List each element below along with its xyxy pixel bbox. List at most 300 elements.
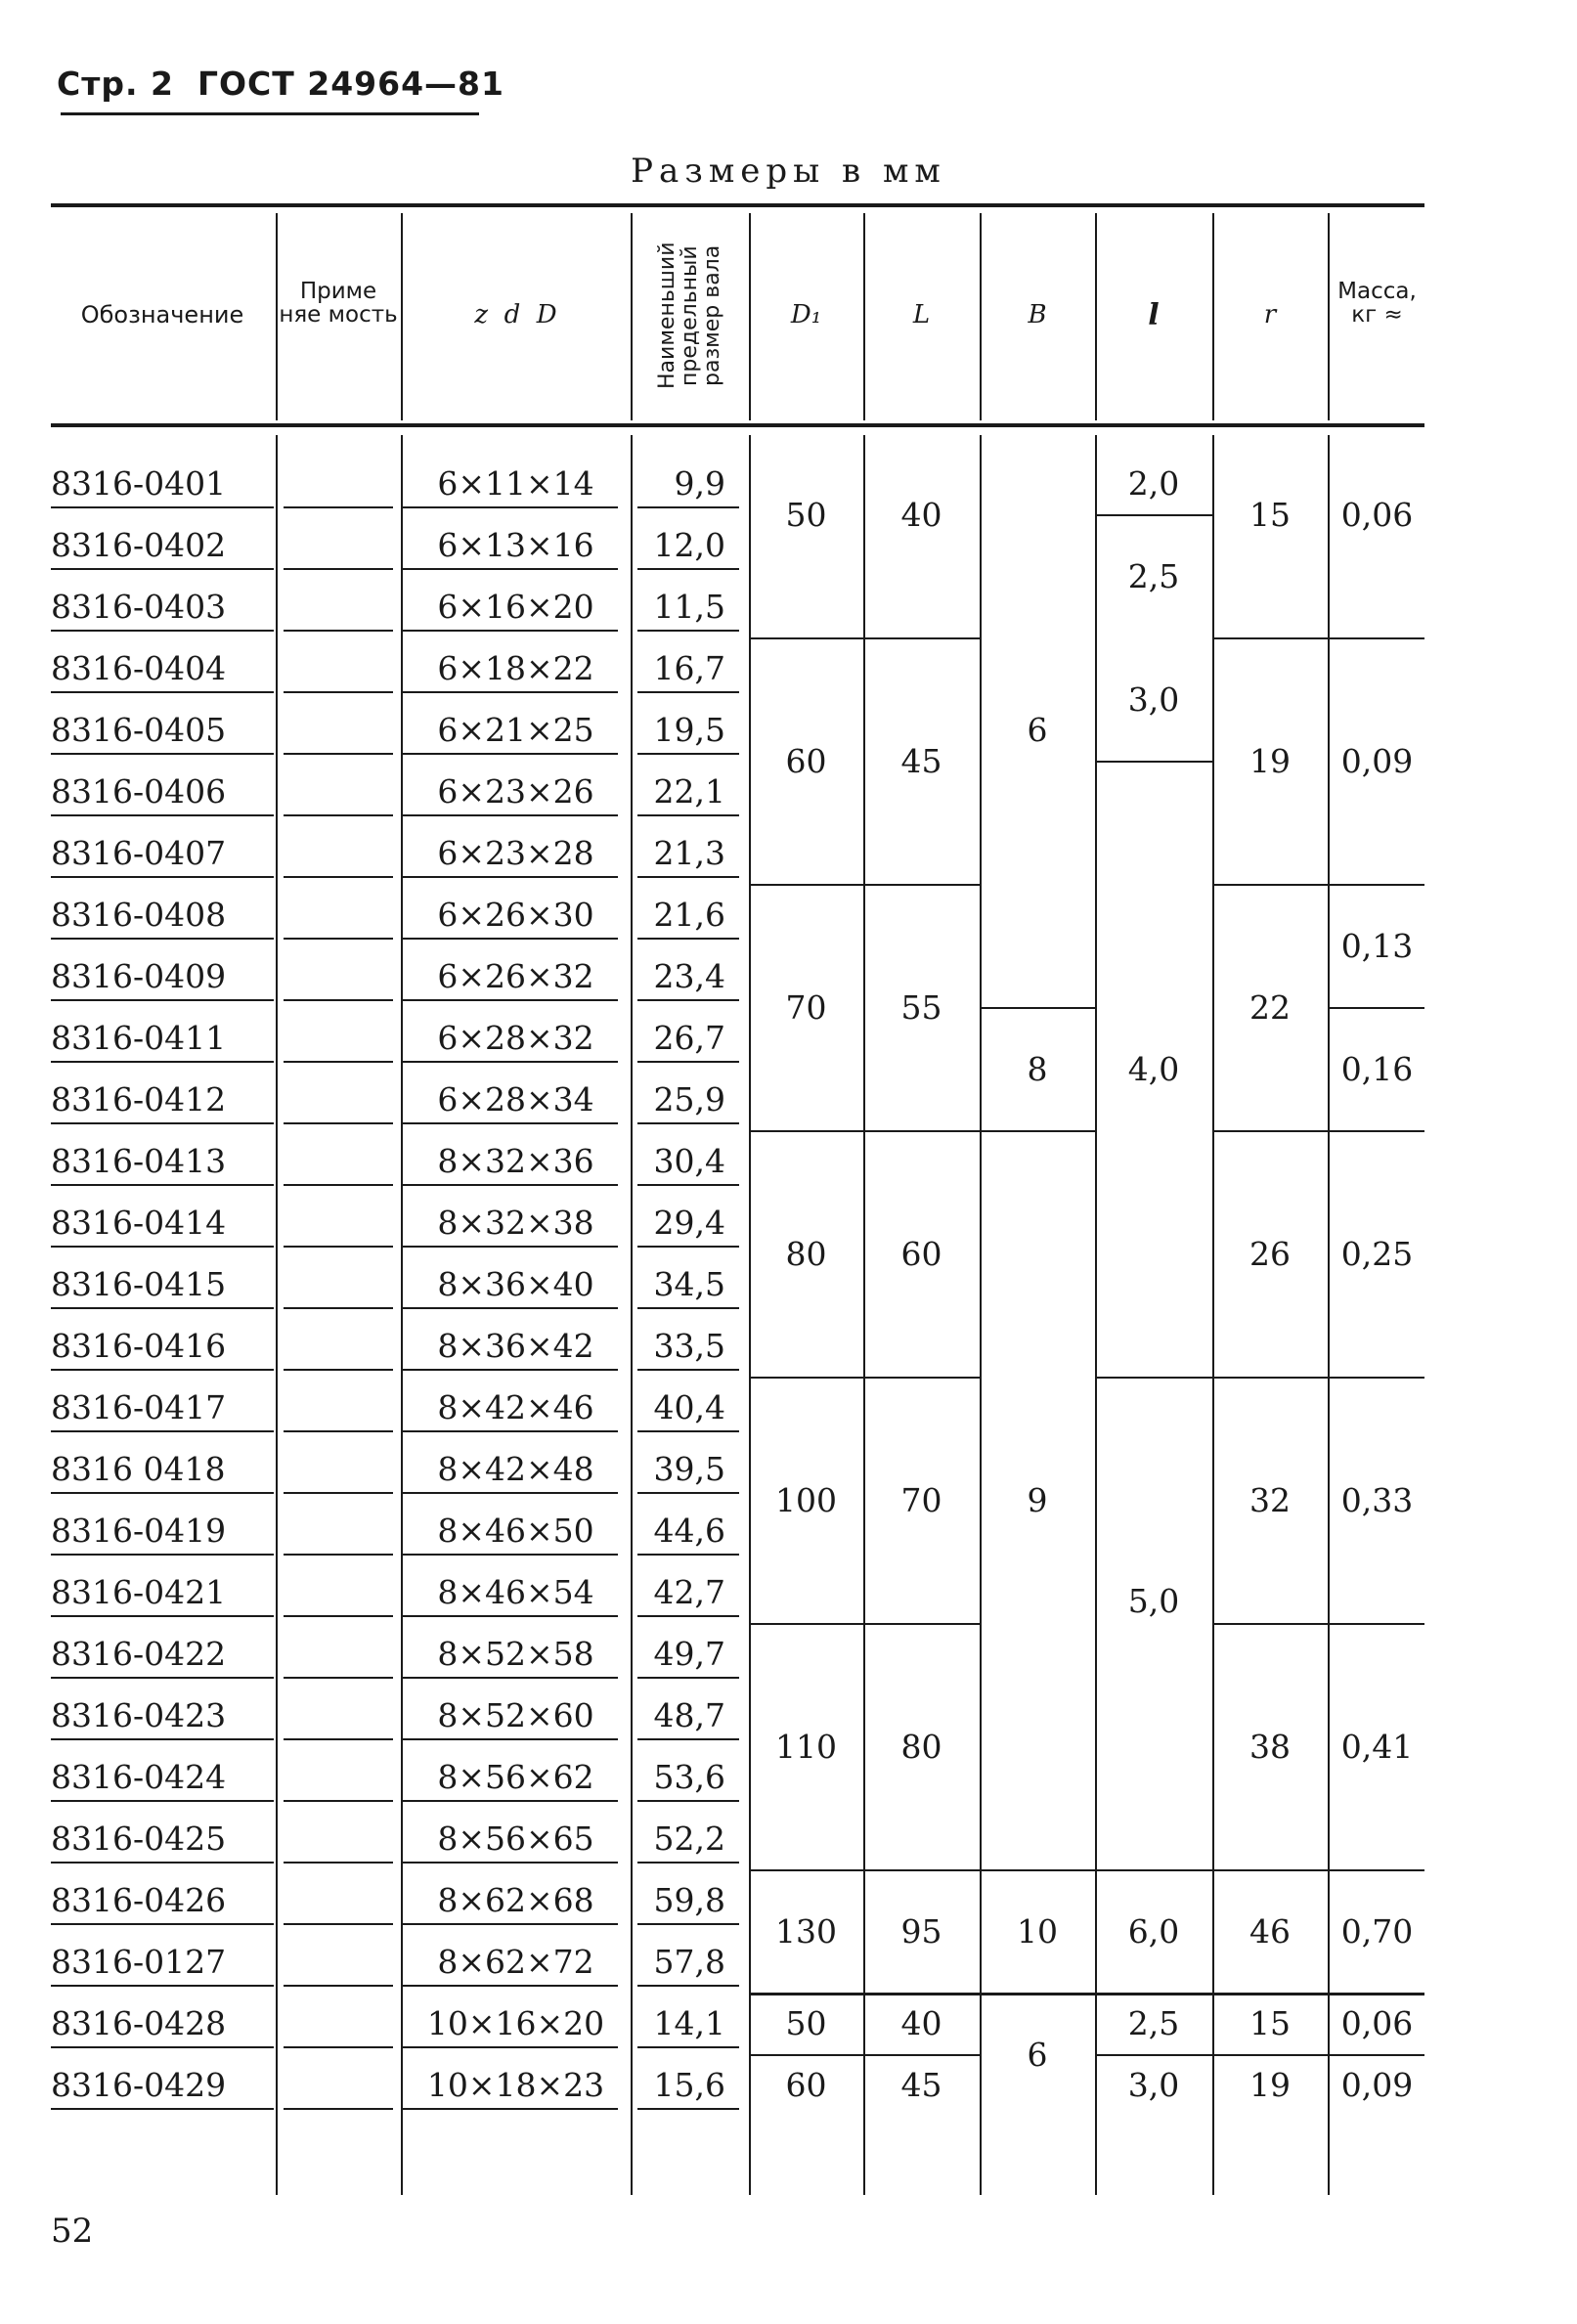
l-small-value: 4,0 <box>1127 1049 1180 1088</box>
row-underline <box>284 1985 393 1987</box>
min-shaft-cell: 39,5 <box>653 1450 725 1488</box>
designation-cell: 8316-0127 <box>51 1943 227 1981</box>
row-underline <box>51 1862 274 1864</box>
row-underline <box>403 1122 618 1124</box>
d1-value: 50 <box>785 495 827 534</box>
row-underline <box>51 753 274 755</box>
group-divider <box>1214 2054 1328 2056</box>
group-divider <box>1214 637 1328 639</box>
group-divider <box>751 1377 863 1379</box>
row-underline <box>403 1923 618 1925</box>
row-underline <box>403 1554 618 1556</box>
group-divider <box>1214 1993 1328 1995</box>
l-small-value: 2,5 <box>1127 556 1180 595</box>
zdD-cell: 6×11×14 <box>437 464 594 503</box>
min-shaft-cell: 34,5 <box>653 1265 725 1303</box>
zdD-cell: 8×32×38 <box>437 1204 594 1242</box>
group-divider <box>982 1869 1095 1871</box>
page-header <box>57 65 528 103</box>
min-shaft-cell: 26,7 <box>653 1019 725 1057</box>
row-underline <box>637 1985 739 1987</box>
header-L: L <box>912 299 931 329</box>
row-underline <box>51 1677 274 1679</box>
row-underline <box>51 630 274 632</box>
d1-value: 70 <box>785 987 827 1027</box>
header-applicability: Приме няе мость <box>279 278 398 328</box>
row-underline <box>51 2108 274 2110</box>
row-underline <box>284 1369 393 1371</box>
min-shaft-cell: 59,8 <box>653 1881 725 1919</box>
row-underline <box>637 1800 739 1802</box>
min-shaft-cell: 9,9 <box>674 464 725 503</box>
row-underline <box>284 1307 393 1309</box>
group-divider <box>1330 1869 1424 1871</box>
group-divider <box>1330 1007 1424 1009</box>
table-caption: Размеры в мм <box>631 152 946 191</box>
row-underline <box>51 814 274 816</box>
row-underline <box>51 1985 274 1987</box>
l-length-value: 45 <box>900 741 942 780</box>
designation-cell: 8316-0421 <box>51 1573 227 1611</box>
min-shaft-cell: 29,4 <box>653 1204 725 1242</box>
r-value: 15 <box>1249 2004 1291 2042</box>
row-underline <box>403 1800 618 1802</box>
designation-cell: 8316-0411 <box>51 1019 227 1057</box>
row-underline <box>637 753 739 755</box>
l-length-value: 95 <box>900 1911 942 1951</box>
row-underline <box>51 1800 274 1802</box>
zdD-cell: 8×36×42 <box>437 1327 594 1365</box>
row-underline <box>403 1615 618 1617</box>
row-underline <box>403 814 618 816</box>
row-underline <box>284 1246 393 1248</box>
designation-cell: 8316-0405 <box>51 711 227 749</box>
row-underline <box>637 1061 739 1063</box>
row-underline <box>403 1430 618 1432</box>
designation-cell: 8316-0402 <box>51 526 227 564</box>
row-underline <box>637 1184 739 1186</box>
row-underline <box>51 1061 274 1063</box>
min-shaft-cell: 42,7 <box>653 1573 725 1611</box>
row-underline <box>403 1677 618 1679</box>
row-underline <box>284 814 393 816</box>
row-underline <box>403 1307 618 1309</box>
row-underline <box>51 1923 274 1925</box>
table-top-rule <box>51 203 1424 207</box>
l-length-value: 45 <box>900 2066 942 2104</box>
zdD-cell: 10×16×20 <box>426 2004 605 2042</box>
group-divider <box>751 884 863 886</box>
group-divider <box>751 2054 863 2056</box>
r-value: 46 <box>1249 1911 1291 1951</box>
row-underline <box>51 999 274 1001</box>
row-underline <box>284 1677 393 1679</box>
row-underline <box>51 691 274 693</box>
row-underline <box>637 876 739 878</box>
row-underline <box>51 1307 274 1309</box>
group-divider <box>1214 1130 1328 1132</box>
designation-cell: 8316-0404 <box>51 649 227 687</box>
l-small-value: 3,0 <box>1127 2066 1180 2104</box>
zdD-cell: 8×46×54 <box>437 1573 594 1611</box>
group-divider <box>865 1869 980 1871</box>
group-divider <box>982 1993 1095 1995</box>
group-divider <box>1330 1993 1424 1995</box>
designation-cell: 8316-0403 <box>51 588 227 626</box>
designation-cell: 8316-0426 <box>51 1881 227 1919</box>
b-value: 6 <box>1027 711 1048 749</box>
group-divider <box>1330 1377 1424 1379</box>
mass-value: 0,09 <box>1340 2066 1414 2104</box>
row-underline <box>637 2108 739 2110</box>
mass-value: 0,13 <box>1340 926 1414 965</box>
header-mass: Масса, кг ≈ <box>1337 278 1417 328</box>
row-underline <box>284 1800 393 1802</box>
row-underline <box>637 1369 739 1371</box>
header-B: B <box>1028 299 1047 329</box>
zdD-cell: 8×36×40 <box>437 1265 594 1303</box>
row-underline <box>637 999 739 1001</box>
row-underline <box>51 1492 274 1494</box>
min-shaft-cell: 11,5 <box>653 588 725 626</box>
row-underline <box>284 1923 393 1925</box>
d1-value: 60 <box>785 2066 827 2104</box>
row-underline <box>637 1923 739 1925</box>
row-underline <box>51 2046 274 2048</box>
group-divider <box>1214 1623 1328 1625</box>
row-underline <box>284 1061 393 1063</box>
min-shaft-cell: 49,7 <box>653 1635 725 1673</box>
zdD-cell: 6×26×32 <box>437 957 594 995</box>
designation-cell: 8316-0424 <box>51 1758 227 1796</box>
designation-cell: 8316-0407 <box>51 834 227 872</box>
row-underline <box>403 2108 618 2110</box>
zdD-cell: 6×23×28 <box>437 834 594 872</box>
zdD-cell: 6×28×32 <box>437 1019 594 1057</box>
row-underline <box>284 999 393 1001</box>
row-underline <box>284 568 393 570</box>
row-underline <box>403 999 618 1001</box>
min-shaft-cell: 53,6 <box>653 1758 725 1796</box>
min-shaft-cell: 57,8 <box>653 1943 725 1981</box>
page-number: 52 <box>51 2212 94 2251</box>
l-small-value: 2,5 <box>1127 2004 1180 2042</box>
row-underline <box>637 1554 739 1556</box>
header-min-shaft: Наименьший предельный размер вала <box>654 241 725 389</box>
row-underline <box>51 1246 274 1248</box>
mass-value: 0,06 <box>1340 495 1414 534</box>
zdD-cell: 6×13×16 <box>437 526 594 564</box>
designation-cell: 8316-0412 <box>51 1080 227 1118</box>
row-underline <box>284 2046 393 2048</box>
row-underline <box>637 814 739 816</box>
group-divider <box>1214 1377 1328 1379</box>
row-underline <box>51 1554 274 1556</box>
group-divider <box>1330 2054 1424 2056</box>
min-shaft-cell: 12,0 <box>653 526 725 564</box>
zdD-cell: 10×18×23 <box>426 2066 605 2104</box>
designation-cell: 8316-0406 <box>51 772 227 811</box>
row-underline <box>403 2046 618 2048</box>
standard-label: ГОСТ 24964—81 <box>197 65 504 103</box>
row-underline <box>403 1246 618 1248</box>
row-underline <box>284 938 393 940</box>
d1-value: 60 <box>785 741 827 780</box>
row-underline <box>403 1862 618 1864</box>
designation-cell: 8316-0423 <box>51 1696 227 1734</box>
l-length-value: 40 <box>900 495 942 534</box>
row-underline <box>403 938 618 940</box>
min-shaft-cell: 40,4 <box>653 1388 725 1426</box>
zdD-cell: 8×62×72 <box>437 1943 594 1981</box>
row-underline <box>284 1862 393 1864</box>
r-value: 38 <box>1249 1727 1291 1766</box>
zdD-cell: 8×52×58 <box>437 1635 594 1673</box>
d1-value: 50 <box>785 2004 827 2042</box>
header-r: r <box>1263 299 1277 329</box>
row-underline <box>284 691 393 693</box>
row-underline <box>403 1738 618 1740</box>
r-value: 26 <box>1249 1234 1291 1273</box>
zdD-cell: 6×21×25 <box>437 711 594 749</box>
group-divider <box>865 884 980 886</box>
r-value: 19 <box>1249 741 1291 780</box>
row-underline <box>637 1307 739 1309</box>
designation-cell: 8316-0429 <box>51 2066 227 2104</box>
header-D1: D₁ <box>790 299 822 329</box>
row-underline <box>284 753 393 755</box>
d1-value: 80 <box>785 1234 827 1273</box>
zdD-cell: 8×62×68 <box>437 1881 594 1919</box>
group-divider <box>1097 1377 1212 1379</box>
row-underline <box>284 1738 393 1740</box>
row-underline <box>284 1554 393 1556</box>
zdD-cell: 6×28×34 <box>437 1080 594 1118</box>
header-l: l <box>1148 297 1160 332</box>
designation-cell: 8316-0425 <box>51 1820 227 1858</box>
mass-value: 0,33 <box>1340 1480 1414 1519</box>
l-length-value: 70 <box>900 1480 942 1519</box>
zdD-cell: 6×23×26 <box>437 772 594 811</box>
designation-cell: 8316-0428 <box>51 2004 227 2042</box>
min-shaft-cell: 30,4 <box>653 1142 725 1180</box>
zdD-cell: 6×16×20 <box>437 588 594 626</box>
min-shaft-cell: 48,7 <box>653 1696 725 1734</box>
min-shaft-cell: 14,1 <box>653 2004 725 2042</box>
min-shaft-cell: 52,2 <box>653 1820 725 1858</box>
row-underline <box>637 691 739 693</box>
row-underline <box>403 1184 618 1186</box>
group-divider <box>751 1869 863 1871</box>
row-underline <box>403 630 618 632</box>
designation-cell: 8316-0408 <box>51 896 227 934</box>
row-underline <box>637 1738 739 1740</box>
d1-value: 110 <box>775 1727 837 1766</box>
group-divider <box>1097 514 1212 516</box>
designation-cell: 8316-0401 <box>51 464 227 503</box>
d1-value: 100 <box>775 1480 837 1519</box>
zdD-cell: 8×56×65 <box>437 1820 594 1858</box>
group-divider <box>982 1007 1095 1009</box>
r-value: 15 <box>1249 495 1291 534</box>
page-label: Стр. 2 <box>57 65 174 103</box>
mass-value: 0,06 <box>1340 2004 1414 2042</box>
row-underline <box>637 1677 739 1679</box>
row-underline <box>403 1061 618 1063</box>
group-divider <box>1214 1869 1328 1871</box>
group-divider <box>865 1993 980 1995</box>
row-underline <box>403 1369 618 1371</box>
row-underline <box>403 876 618 878</box>
min-shaft-cell: 22,1 <box>653 772 725 811</box>
r-value: 22 <box>1249 987 1291 1027</box>
designation-cell: 8316 0418 <box>51 1450 226 1488</box>
zdD-cell: 8×52×60 <box>437 1696 594 1734</box>
group-divider <box>865 1377 980 1379</box>
group-divider <box>1097 1993 1212 1995</box>
r-value: 32 <box>1249 1480 1291 1519</box>
min-shaft-cell: 23,4 <box>653 957 725 995</box>
row-underline <box>51 1738 274 1740</box>
row-underline <box>284 1184 393 1186</box>
mass-value: 0,41 <box>1340 1727 1414 1766</box>
group-divider <box>865 1130 980 1132</box>
zdD-cell: 8×42×46 <box>437 1388 594 1426</box>
row-underline <box>637 2046 739 2048</box>
header-bottom-rule <box>51 423 1424 427</box>
l-small-value: 5,0 <box>1127 1582 1180 1620</box>
group-divider <box>1330 1623 1424 1625</box>
row-underline <box>637 1246 739 1248</box>
group-divider <box>982 1130 1095 1132</box>
row-underline <box>637 568 739 570</box>
row-underline <box>637 506 739 508</box>
b-value: 9 <box>1027 1480 1048 1519</box>
min-shaft-cell: 21,3 <box>653 834 725 872</box>
row-underline <box>637 938 739 940</box>
l-small-value: 3,0 <box>1127 680 1180 719</box>
l-length-value: 55 <box>900 987 942 1027</box>
group-divider <box>1330 1130 1424 1132</box>
group-divider <box>865 1623 980 1625</box>
l-length-value: 60 <box>900 1234 942 1273</box>
row-underline <box>51 1184 274 1186</box>
header-zdD: z d D <box>474 299 557 329</box>
row-underline <box>284 1430 393 1432</box>
d1-value: 130 <box>775 1911 837 1951</box>
mass-value: 0,16 <box>1340 1049 1414 1088</box>
min-shaft-cell: 16,7 <box>653 649 725 687</box>
row-underline <box>403 506 618 508</box>
designation-cell: 8316-0417 <box>51 1388 227 1426</box>
mass-value: 0,09 <box>1340 741 1414 780</box>
min-shaft-cell: 33,5 <box>653 1327 725 1365</box>
min-shaft-cell: 21,6 <box>653 896 725 934</box>
row-underline <box>637 1122 739 1124</box>
l-length-value: 80 <box>900 1727 942 1766</box>
header-designation: Обозначение <box>80 300 244 329</box>
designation-cell: 8316-0409 <box>51 957 227 995</box>
l-small-value: 2,0 <box>1127 464 1180 503</box>
row-underline <box>284 1122 393 1124</box>
designation-cell: 8316-0416 <box>51 1327 227 1365</box>
row-underline <box>637 1615 739 1617</box>
min-shaft-cell: 19,5 <box>653 711 725 749</box>
row-underline <box>403 753 618 755</box>
min-shaft-cell: 44,6 <box>653 1512 725 1550</box>
group-divider <box>1097 2054 1212 2056</box>
row-underline <box>284 876 393 878</box>
group-divider <box>1097 1869 1212 1871</box>
row-underline <box>403 1492 618 1494</box>
zdD-cell: 6×26×30 <box>437 896 594 934</box>
row-underline <box>403 691 618 693</box>
mass-value: 0,70 <box>1340 1911 1414 1951</box>
row-underline <box>637 1492 739 1494</box>
designation-cell: 8316-0419 <box>51 1512 227 1550</box>
group-divider <box>1330 884 1424 886</box>
group-divider <box>1097 761 1212 763</box>
row-underline <box>51 1615 274 1617</box>
group-divider <box>751 1130 863 1132</box>
group-divider <box>751 1623 863 1625</box>
designation-cell: 8316-0413 <box>51 1142 227 1180</box>
header-underline <box>61 112 479 115</box>
row-underline <box>284 2108 393 2110</box>
row-underline <box>51 1430 274 1432</box>
row-underline <box>284 630 393 632</box>
designation-cell: 8316-0414 <box>51 1204 227 1242</box>
group-divider <box>865 637 980 639</box>
designation-cell: 8316-0422 <box>51 1635 227 1673</box>
row-underline <box>637 1430 739 1432</box>
group-divider <box>1214 884 1328 886</box>
col-divider <box>276 435 278 2195</box>
row-underline <box>403 1985 618 1987</box>
l-small-value: 6,0 <box>1127 1911 1180 1951</box>
row-underline <box>637 630 739 632</box>
b-value: 10 <box>1017 1911 1058 1951</box>
row-underline <box>403 568 618 570</box>
zdD-cell: 8×56×62 <box>437 1758 594 1796</box>
zdD-cell: 8×32×36 <box>437 1142 594 1180</box>
group-divider <box>1330 637 1424 639</box>
zdD-cell: 8×46×50 <box>437 1512 594 1550</box>
row-underline <box>51 938 274 940</box>
row-underline <box>637 1862 739 1864</box>
designation-cell: 8316-0415 <box>51 1265 227 1303</box>
mass-value: 0,25 <box>1340 1234 1414 1273</box>
l-length-value: 40 <box>900 2004 942 2042</box>
row-underline <box>51 568 274 570</box>
zdD-cell: 8×42×48 <box>437 1450 594 1488</box>
r-value: 19 <box>1249 2066 1291 2104</box>
row-underline <box>51 506 274 508</box>
b-value: 8 <box>1027 1049 1048 1088</box>
row-underline <box>51 1369 274 1371</box>
b-value: 6 <box>1027 2035 1048 2074</box>
row-underline <box>51 876 274 878</box>
row-underline <box>284 506 393 508</box>
row-underline <box>51 1122 274 1124</box>
group-divider <box>751 1993 863 1995</box>
zdD-cell: 6×18×22 <box>437 649 594 687</box>
group-divider <box>865 2054 980 2056</box>
row-underline <box>284 1492 393 1494</box>
group-divider <box>751 637 863 639</box>
row-underline <box>284 1615 393 1617</box>
min-shaft-cell: 25,9 <box>653 1080 725 1118</box>
